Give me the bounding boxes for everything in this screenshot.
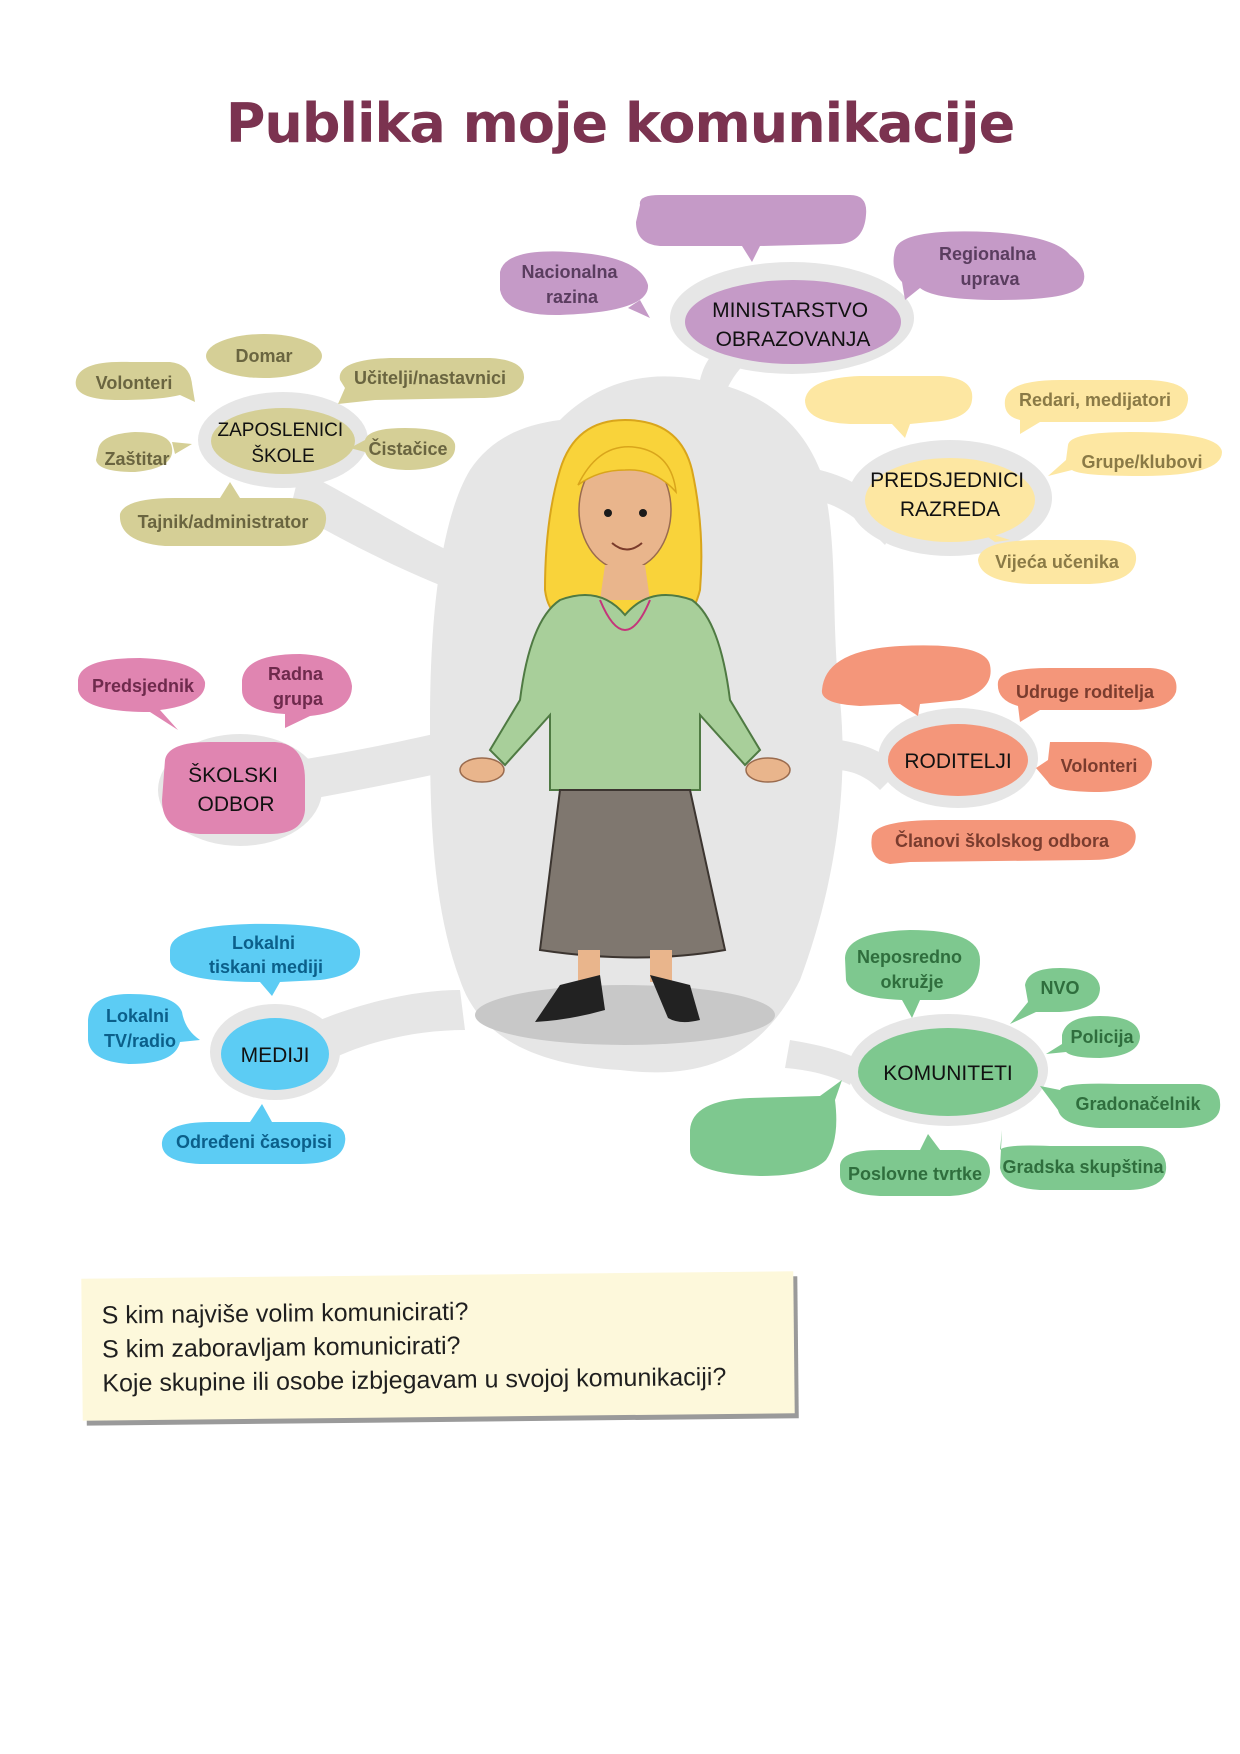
bubble-label-predsjednik: Predsjednik (91, 676, 195, 696)
bubble-label-odredeni-casopisi: Određeni časopisi (175, 1132, 333, 1152)
bubble-label-tajnik-administrator: Tajnik/administrator (137, 512, 309, 532)
bubble-label-clanovi-skolskog-odbora: Članovi školskog odbora (894, 831, 1110, 851)
speech-bubble-empty (805, 376, 972, 438)
bubble-label-nacionalna-razina: Nacionalna razina (521, 262, 618, 307)
bubble-label-gradska-skupstina: Gradska skupština (1002, 1157, 1164, 1177)
bubble-label-neposredno-okruzje: Neposredno okružje (856, 947, 962, 992)
bubble-label-zastitar: Zaštitar (104, 449, 170, 469)
question: S kim najviše volim komunicirati? (101, 1297, 469, 1330)
reflection-questions (101, 1292, 726, 1401)
bubble-label-nvo: NVO (1040, 978, 1080, 998)
bubble-lokalni-tv-radio[interactable] (88, 994, 200, 1064)
right-eye (639, 509, 647, 517)
left-hand (460, 758, 504, 782)
bubble-label-domar: Domar (235, 346, 293, 366)
bubble-label-lokalni-tv-radio: Lokalni TV/radio (103, 1006, 177, 1051)
hub-label-komuniteti: KOMUNITETI (883, 1062, 1013, 1085)
bubble-label-volonteri: Volonteri (95, 373, 173, 393)
hub-label-roditelji: RODITELJI (904, 750, 1012, 773)
floor-shadow (475, 985, 775, 1045)
hub-label-zaposlenici-skole: ZAPOSLENICI ŠKOLE (217, 420, 344, 467)
hub-label-predsjednici-razreda: PREDSJEDNICI RAZREDA (870, 469, 1025, 521)
group-ministarstvo (500, 195, 1084, 374)
group-mediji (88, 924, 360, 1164)
group-predsjednici-razreda (805, 376, 1222, 584)
bubble-label-gradonacelnik: Gradonačelnik (1075, 1094, 1201, 1114)
reflection-questions-note (81, 1271, 794, 1420)
question: S kim zaboravljam komunicirati? (101, 1331, 461, 1364)
hub-skolski-odbor[interactable] (162, 742, 305, 834)
hub-label-mediji: MEDIJI (240, 1044, 310, 1067)
speech-bubble-empty (690, 1080, 842, 1176)
hub-ministarstvo-obrazovanja[interactable] (685, 280, 901, 364)
bubble-label-grupe-klubovi: Grupe/klubovi (1081, 452, 1203, 472)
bubble-label-ucitelji-nastavnici: Učitelji/nastavnici (353, 368, 507, 388)
bubble-label-lokalni-tiskani-mediji: Lokalni tiskani mediji (208, 933, 324, 977)
bubble-label-cistacice: Čistačice (368, 439, 448, 459)
bubble-label-radna-grupa: Radna grupa (267, 664, 324, 709)
bubble-label-vijeca-ucenika: Vijeća učenika (995, 552, 1119, 572)
bubble-regionalna-uprava[interactable] (894, 231, 1085, 300)
bubble-label-poslovne-tvrtke: Poslovne tvrtke (847, 1164, 983, 1184)
page-title: Publika moje komunikacije (225, 92, 1015, 155)
left-eye (604, 509, 612, 517)
bubble-label-volonteri-roditelji: Volonteri (1060, 756, 1138, 776)
neck (600, 565, 650, 600)
right-hand (746, 758, 790, 782)
speech-bubble-empty (636, 195, 866, 262)
hub-label-ministarstvo-obrazovanja: MINISTARSTVO OBRAZOVANJA (712, 299, 871, 351)
question: Koje skupine ili osobe izbjegavam u svojoj komunikaciji? (102, 1362, 727, 1398)
group-skolski-odbor (78, 654, 352, 846)
bubble-label-redari-medijatori: Redari, medijatori (1018, 390, 1172, 410)
hub-label-skolski-odbor: ŠKOLSKI ODBOR (188, 764, 279, 816)
bubble-label-policija: Policija (1070, 1027, 1134, 1047)
bubble-label-udruge-roditelja: Udruge roditelja (1015, 682, 1155, 702)
speech-bubble-empty (822, 645, 991, 716)
bubble-label-regionalna-uprava: Regionalna uprava (938, 244, 1036, 289)
